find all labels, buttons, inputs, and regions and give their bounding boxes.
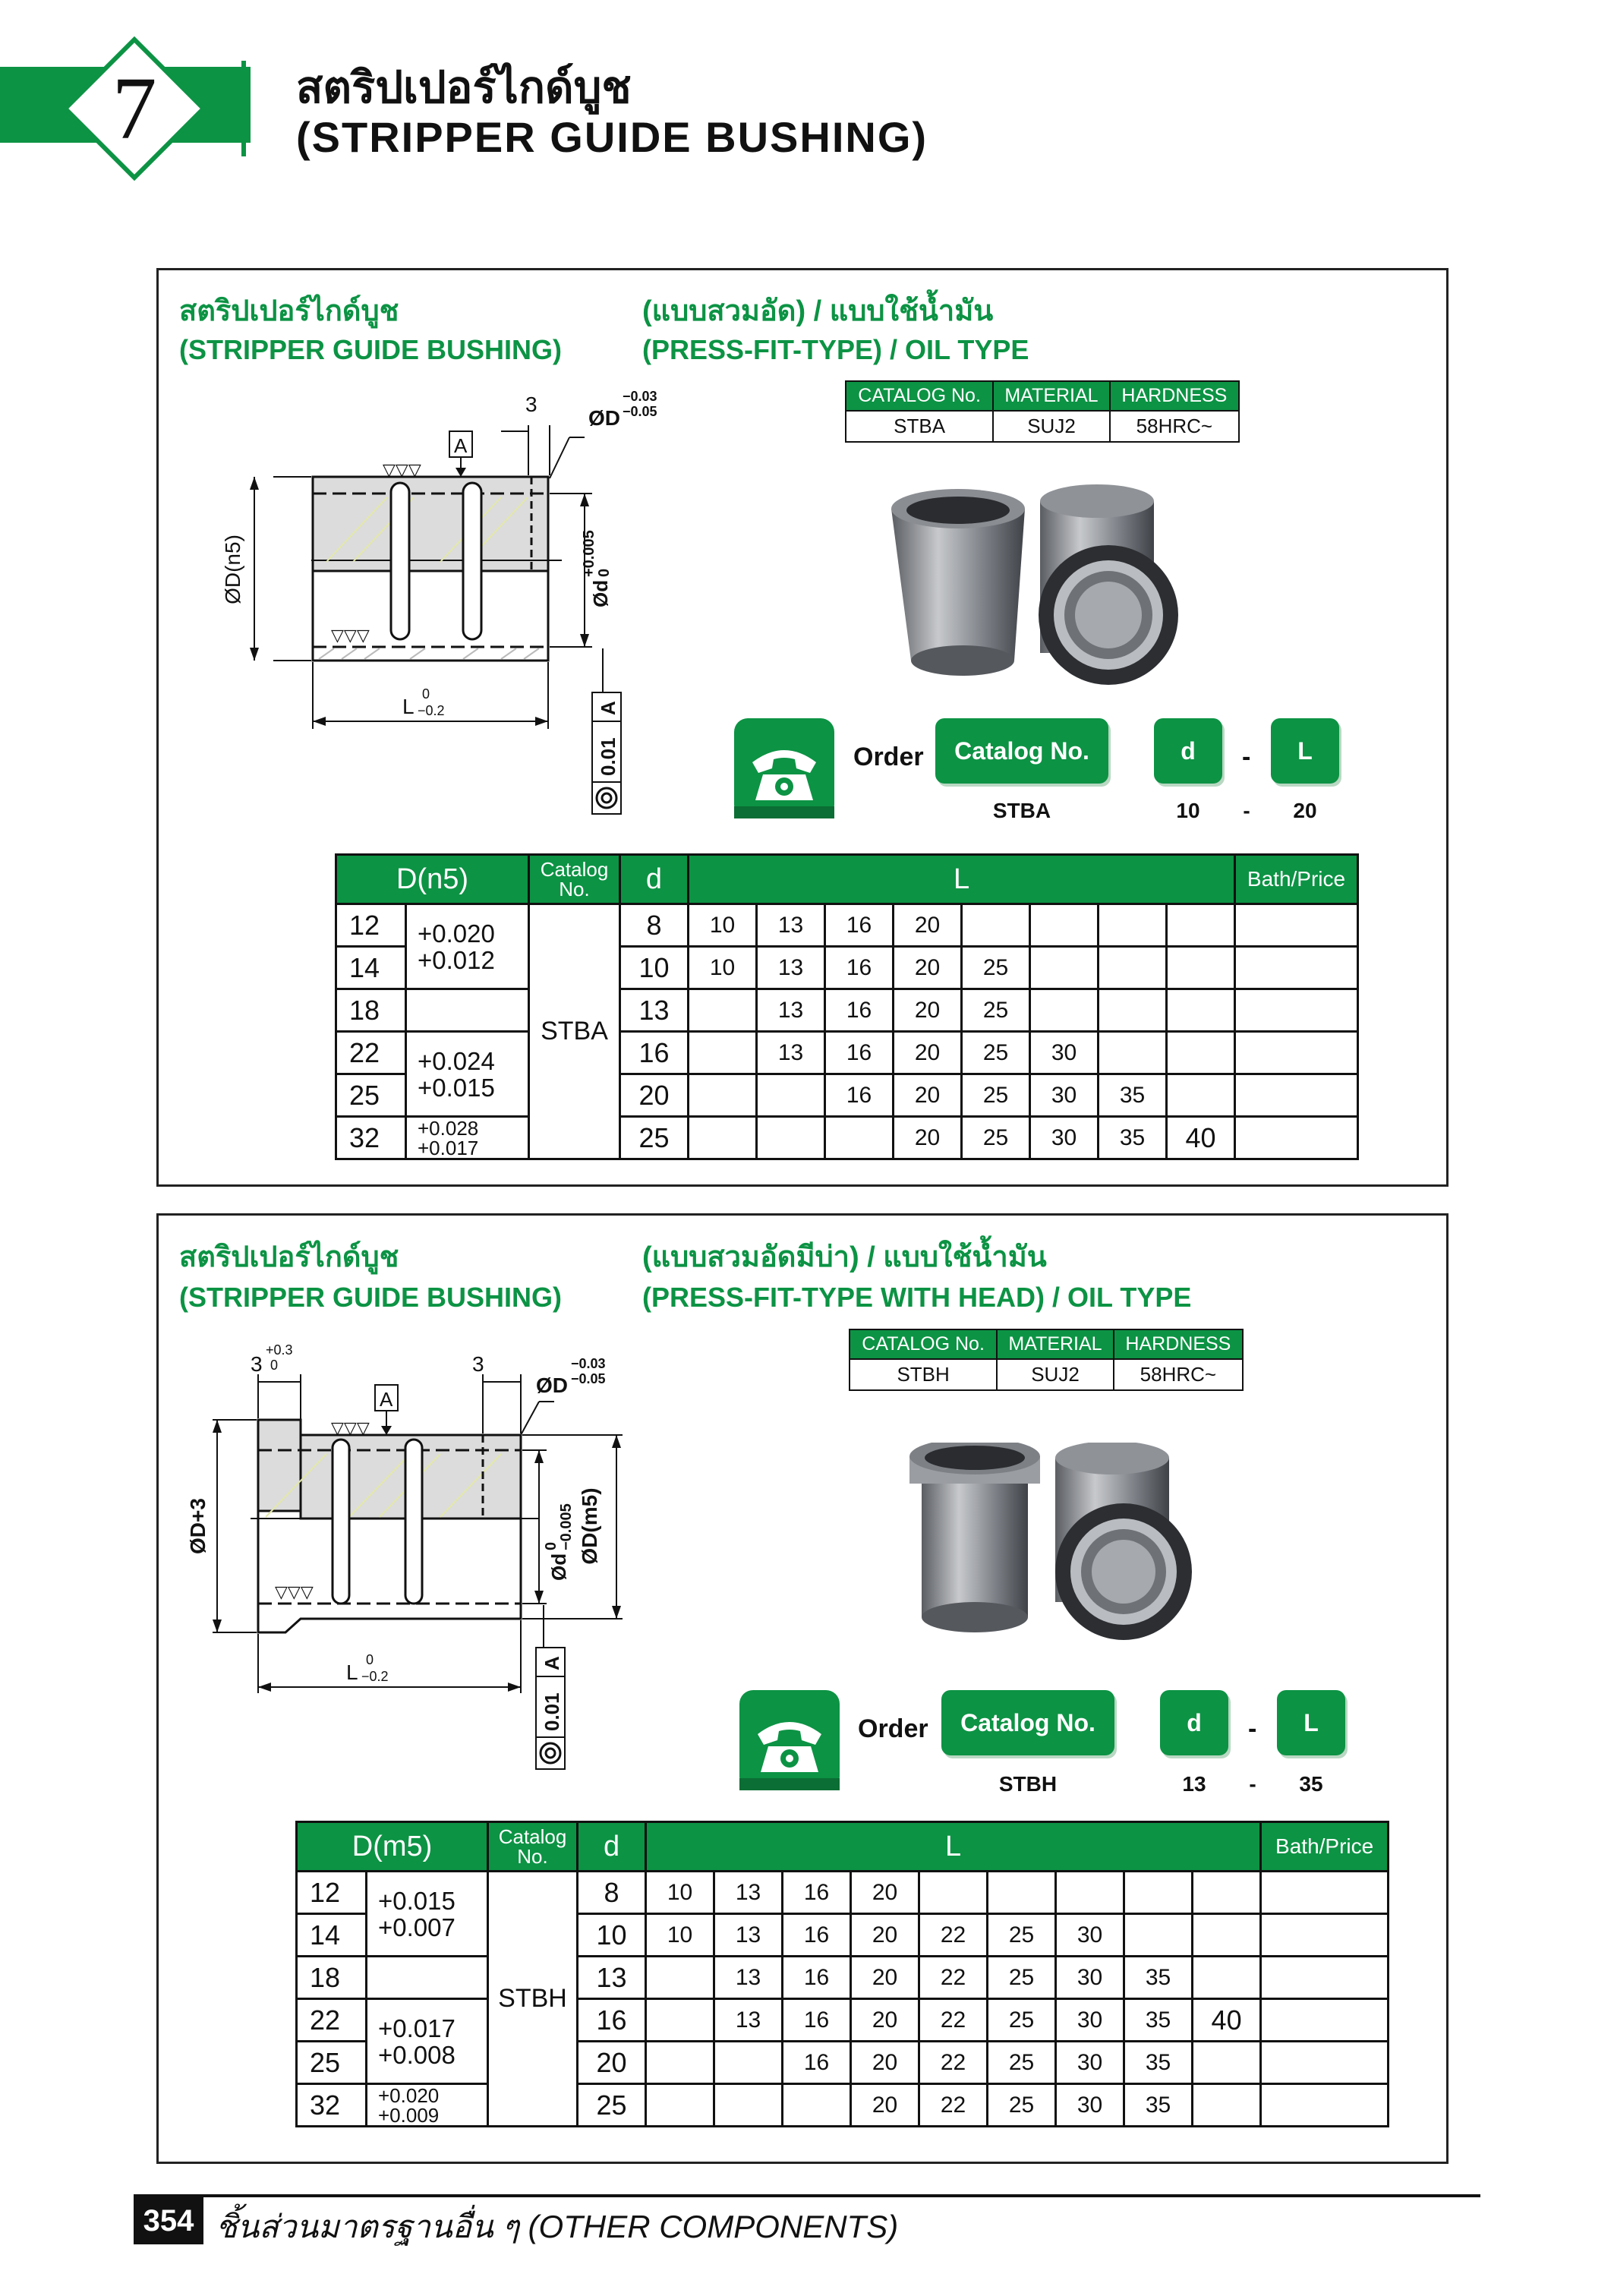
L-cell: 35 bbox=[1124, 1999, 1193, 2042]
L-cell bbox=[689, 989, 757, 1032]
L-cell bbox=[1167, 1032, 1235, 1074]
header-d: d bbox=[620, 855, 689, 904]
L-cell bbox=[1056, 1872, 1124, 1914]
L-cell: 13 bbox=[757, 904, 825, 947]
catalog-no-button[interactable]: Catalog No. bbox=[935, 718, 1108, 784]
label-roughness-bottom: ▽▽▽ bbox=[331, 626, 370, 645]
D-value: 32 bbox=[336, 1117, 406, 1159]
label-dia-d: Ød bbox=[589, 579, 612, 607]
order-example-dash: - bbox=[1249, 1772, 1256, 1796]
catalog-no: STBA bbox=[529, 904, 620, 1159]
order-example-d: 10 bbox=[1176, 799, 1200, 822]
L-cell: 16 bbox=[783, 1957, 851, 1999]
d-value: 16 bbox=[620, 1032, 689, 1074]
L-cell: 16 bbox=[825, 1074, 894, 1117]
L-cell bbox=[646, 1957, 714, 1999]
L-cell bbox=[1124, 1872, 1193, 1914]
price-cell bbox=[1261, 1957, 1389, 1999]
L-cell: 30 bbox=[1056, 2042, 1124, 2084]
label-roughness-bottom: ▽▽▽ bbox=[275, 1582, 314, 1601]
spec-header-hardness: HARDNESS bbox=[1114, 1329, 1243, 1359]
L-cell bbox=[714, 2042, 783, 2084]
section1-title-en: (STRIPPER GUIDE BUSHING) bbox=[179, 334, 563, 365]
label-length: L bbox=[402, 695, 415, 718]
phone-icon bbox=[731, 715, 839, 823]
L-cell: 40 bbox=[1193, 1999, 1261, 2042]
label-dia-d: Ød bbox=[547, 1553, 570, 1581]
label-head-tol-lower: 0 bbox=[270, 1358, 279, 1373]
tolerance: +0.015 +0.007 bbox=[367, 1872, 488, 1957]
spec-catalog: STBH bbox=[850, 1359, 997, 1390]
tolerance: +0.028 +0.017 bbox=[406, 1117, 529, 1159]
header-L: L bbox=[689, 855, 1235, 904]
L-cell bbox=[1030, 989, 1099, 1032]
L-cell: 35 bbox=[1099, 1117, 1167, 1159]
D-value: 22 bbox=[336, 1032, 406, 1074]
label-concentricity-tol: 0.01 bbox=[541, 1692, 563, 1731]
label-length-tol-lower: −0.2 bbox=[418, 703, 445, 718]
L-cell bbox=[1193, 1957, 1261, 1999]
D-value: 25 bbox=[297, 2042, 367, 2084]
L-cell: 25 bbox=[988, 2084, 1056, 2127]
footer-rule bbox=[134, 2194, 1480, 2197]
table-row bbox=[297, 1957, 1389, 1999]
table-row bbox=[297, 2084, 1389, 2127]
d-value: 8 bbox=[578, 1872, 646, 1914]
L-cell: 30 bbox=[1056, 1957, 1124, 1999]
label-dia-D-m5: ØD(m5) bbox=[578, 1487, 601, 1565]
order-example-catalog: STBH bbox=[998, 1772, 1058, 1796]
L-cell bbox=[783, 2084, 851, 2127]
section2-title-th: สตริปเปอร์ไกด์บูช bbox=[179, 1241, 399, 1273]
L-cell: 16 bbox=[825, 947, 894, 989]
L-cell bbox=[1099, 1032, 1167, 1074]
label-roughness-top: ▽▽▽ bbox=[383, 460, 421, 479]
L-cell: 22 bbox=[919, 2084, 988, 2127]
L-cell: 40 bbox=[1167, 1117, 1235, 1159]
L-cell: 16 bbox=[825, 1032, 894, 1074]
L-cell: 35 bbox=[1124, 2084, 1193, 2127]
phone-icon bbox=[736, 1687, 844, 1795]
tolerance: +0.020 +0.012 bbox=[406, 904, 529, 989]
L-cell: 25 bbox=[988, 1957, 1056, 1999]
chapter-number: 7 bbox=[112, 58, 157, 158]
l-button[interactable]: L bbox=[1277, 1690, 1345, 1755]
section2-technical-drawing bbox=[182, 1336, 668, 1792]
header-d: d bbox=[578, 1822, 646, 1872]
tolerance: +0.017 +0.008 bbox=[367, 1999, 488, 2084]
L-cell: 13 bbox=[714, 1872, 783, 1914]
header-L: L bbox=[646, 1822, 1261, 1872]
L-cell bbox=[1167, 1074, 1235, 1117]
label-head-tol-upper: +0.3 bbox=[266, 1342, 293, 1358]
label-dia-D-tol-upper: −0.03 bbox=[571, 1356, 606, 1371]
spec-header-catalog: CATALOG No. bbox=[850, 1329, 997, 1359]
L-cell: 20 bbox=[894, 947, 962, 989]
L-cell bbox=[646, 1999, 714, 2042]
L-cell: 10 bbox=[689, 947, 757, 989]
spec-header-material: MATERIAL bbox=[993, 381, 1110, 411]
price-cell bbox=[1235, 947, 1358, 989]
header-price: Bath/Price bbox=[1235, 855, 1358, 904]
L-cell bbox=[646, 2042, 714, 2084]
label-dim-3: 3 bbox=[472, 1352, 484, 1376]
table-row bbox=[297, 1872, 1389, 1914]
L-cell: 25 bbox=[962, 1074, 1030, 1117]
d-value: 20 bbox=[578, 2042, 646, 2084]
header-divider bbox=[241, 61, 246, 156]
L-cell bbox=[1099, 947, 1167, 989]
label-dia-D-tol-lower: −0.05 bbox=[623, 404, 657, 419]
table-row bbox=[336, 904, 1358, 947]
d-value: 13 bbox=[578, 1957, 646, 1999]
L-cell: 22 bbox=[919, 1914, 988, 1957]
spec-hardness: 58HRC~ bbox=[1114, 1359, 1243, 1390]
L-cell: 10 bbox=[646, 1872, 714, 1914]
bushing-section-upper bbox=[313, 477, 548, 571]
order-label: Order bbox=[853, 743, 924, 771]
label-dia-d-tol-lower: 0 bbox=[596, 568, 613, 577]
table-row bbox=[336, 989, 1358, 1032]
L-cell bbox=[1193, 1914, 1261, 1957]
L-cell: 35 bbox=[1124, 2042, 1193, 2084]
L-cell: 13 bbox=[714, 1999, 783, 2042]
d-value: 10 bbox=[578, 1914, 646, 1957]
page-number: 354 bbox=[134, 2197, 203, 2244]
tolerance-empty bbox=[367, 1957, 488, 1999]
D-value: 14 bbox=[336, 947, 406, 989]
L-cell: 16 bbox=[825, 989, 894, 1032]
label-dia-D-tol-upper: −0.03 bbox=[623, 389, 657, 404]
label-concentricity-datum: A bbox=[597, 701, 619, 715]
L-cell bbox=[962, 904, 1030, 947]
order-example-catalog: STBA bbox=[992, 799, 1051, 822]
label-concentricity-tol: 0.01 bbox=[597, 737, 619, 776]
price-cell bbox=[1261, 2084, 1389, 2127]
header-price: Bath/Price bbox=[1261, 1822, 1389, 1872]
L-cell bbox=[689, 1117, 757, 1159]
D-value: 25 bbox=[336, 1074, 406, 1117]
section2-spec-table bbox=[849, 1329, 1244, 1391]
L-cell: 30 bbox=[1056, 1914, 1124, 1957]
d-value: 13 bbox=[620, 989, 689, 1032]
price-cell bbox=[1235, 1032, 1358, 1074]
D-value: 12 bbox=[336, 904, 406, 947]
L-cell: 22 bbox=[919, 1957, 988, 1999]
price-cell bbox=[1261, 2042, 1389, 2084]
label-dia-D-tol-lower: −0.05 bbox=[571, 1371, 606, 1386]
L-cell: 13 bbox=[714, 1957, 783, 1999]
L-cell: 13 bbox=[714, 1914, 783, 1957]
L-cell bbox=[1167, 989, 1235, 1032]
header-catalog: Catalog No. bbox=[488, 1822, 578, 1872]
order-example-d: 13 bbox=[1182, 1772, 1206, 1796]
table-row bbox=[336, 1032, 1358, 1074]
price-cell bbox=[1261, 1872, 1389, 1914]
order-example-dash: - bbox=[1243, 799, 1250, 822]
price-cell bbox=[1235, 1074, 1358, 1117]
L-cell bbox=[757, 1074, 825, 1117]
L-cell: 16 bbox=[783, 2042, 851, 2084]
L-cell: 20 bbox=[851, 1914, 919, 1957]
page-title-en: (STRIPPER GUIDE BUSHING) bbox=[296, 113, 928, 161]
order-label: Order bbox=[858, 1714, 928, 1743]
L-cell: 20 bbox=[851, 2084, 919, 2127]
order-example-l: 35 bbox=[1299, 1772, 1323, 1796]
L-cell bbox=[1124, 1914, 1193, 1957]
L-cell: 20 bbox=[894, 904, 962, 947]
L-cell bbox=[988, 1872, 1056, 1914]
price-cell bbox=[1235, 904, 1358, 947]
header-D: D(n5) bbox=[336, 855, 529, 904]
label-length-tol-upper: 0 bbox=[366, 1652, 374, 1667]
d-value: 16 bbox=[578, 1999, 646, 2042]
L-cell bbox=[1167, 904, 1235, 947]
spec-hardness: 58HRC~ bbox=[1110, 411, 1239, 442]
L-cell: 25 bbox=[962, 1117, 1030, 1159]
L-cell: 25 bbox=[962, 947, 1030, 989]
L-cell: 30 bbox=[1056, 1999, 1124, 2042]
L-cell: 13 bbox=[757, 1032, 825, 1074]
L-cell bbox=[1193, 1872, 1261, 1914]
L-cell: 20 bbox=[851, 2042, 919, 2084]
order-example-l: 20 bbox=[1293, 799, 1317, 822]
d-value: 10 bbox=[620, 947, 689, 989]
page-title-th: สตริปเปอร์ไกด์บูช bbox=[296, 63, 632, 112]
L-cell: 22 bbox=[919, 1999, 988, 2042]
L-cell bbox=[689, 1074, 757, 1117]
section1-technical-drawing bbox=[213, 380, 683, 828]
label-dia-head: ØD+3 bbox=[186, 1498, 210, 1554]
price-cell bbox=[1235, 1117, 1358, 1159]
L-cell: 20 bbox=[894, 1117, 962, 1159]
label-length: L bbox=[346, 1660, 358, 1684]
L-cell: 35 bbox=[1099, 1074, 1167, 1117]
L-cell: 25 bbox=[962, 989, 1030, 1032]
label-dim-3: 3 bbox=[525, 393, 537, 416]
D-value: 14 bbox=[297, 1914, 367, 1957]
L-cell bbox=[1099, 989, 1167, 1032]
section2-size-table bbox=[295, 1821, 1389, 2127]
spec-catalog: STBA bbox=[846, 411, 993, 442]
label-length-tol-lower: −0.2 bbox=[361, 1669, 389, 1684]
section1-spec-table bbox=[845, 380, 1240, 443]
L-cell: 25 bbox=[962, 1032, 1030, 1074]
d-button[interactable]: d bbox=[1154, 718, 1222, 784]
spec-header-material: MATERIAL bbox=[997, 1329, 1114, 1359]
L-cell: 25 bbox=[988, 1999, 1056, 2042]
L-cell bbox=[714, 2084, 783, 2127]
D-value: 32 bbox=[297, 2084, 367, 2127]
d-button[interactable]: d bbox=[1160, 1690, 1228, 1755]
label-head-3: 3 bbox=[251, 1352, 263, 1376]
price-cell bbox=[1261, 1914, 1389, 1957]
d-value: 25 bbox=[578, 2084, 646, 2127]
order-dash: - bbox=[1248, 1714, 1257, 1743]
catalog-no: STBH bbox=[488, 1872, 578, 2127]
L-cell: 30 bbox=[1030, 1117, 1099, 1159]
label-dia-d-tol-upper: +0.005 bbox=[581, 530, 597, 577]
section2-type-en: (PRESS-FIT-TYPE WITH HEAD) / OIL TYPE bbox=[642, 1282, 1192, 1313]
section1-type-th: (แบบสวมอัด) / แบบใช้น้ำมัน bbox=[642, 295, 994, 327]
label-length-tol-upper: 0 bbox=[422, 686, 430, 702]
L-cell: 10 bbox=[646, 1914, 714, 1957]
D-value: 18 bbox=[336, 989, 406, 1032]
L-cell: 20 bbox=[851, 1872, 919, 1914]
table-row bbox=[336, 1117, 1358, 1159]
D-value: 12 bbox=[297, 1872, 367, 1914]
spec-header-catalog: CATALOG No. bbox=[846, 381, 993, 411]
L-cell bbox=[689, 1032, 757, 1074]
L-cell: 25 bbox=[988, 2042, 1056, 2084]
section2-title-en: (STRIPPER GUIDE BUSHING) bbox=[179, 1282, 563, 1313]
L-cell bbox=[1030, 947, 1099, 989]
tolerance: +0.020 +0.009 bbox=[367, 2084, 488, 2127]
header-catalog: Catalog No. bbox=[529, 855, 620, 904]
L-cell: 13 bbox=[757, 989, 825, 1032]
label-dia-d-tol-lower: −0.005 bbox=[558, 1503, 575, 1550]
table-row bbox=[297, 1999, 1389, 2042]
L-cell bbox=[1167, 947, 1235, 989]
D-value: 22 bbox=[297, 1999, 367, 2042]
L-cell: 20 bbox=[894, 1074, 962, 1117]
tolerance: +0.024 +0.015 bbox=[406, 1032, 529, 1117]
L-cell: 30 bbox=[1056, 2084, 1124, 2127]
L-cell: 20 bbox=[851, 1957, 919, 1999]
section1-title-th: สตริปเปอร์ไกด์บูช bbox=[179, 295, 399, 327]
label-dia-D: ØD bbox=[536, 1374, 568, 1397]
label-roughness-top: ▽▽▽ bbox=[331, 1418, 370, 1437]
label-dia-d-tol-upper: 0 bbox=[543, 1541, 560, 1550]
L-cell bbox=[1030, 904, 1099, 947]
L-cell: 22 bbox=[919, 2042, 988, 2084]
spec-header-hardness: HARDNESS bbox=[1110, 381, 1239, 411]
section2-type-th: (แบบสวมอัดมีบ่า) / แบบใช้น้ำมัน bbox=[642, 1241, 1047, 1273]
section1-product-photo bbox=[881, 478, 1199, 691]
label-concentricity-datum: A bbox=[541, 1656, 563, 1670]
label-datum: A bbox=[454, 434, 468, 457]
label-dia-D: ØD bbox=[588, 406, 620, 430]
section1-type-en: (PRESS-FIT-TYPE) / OIL TYPE bbox=[642, 334, 1029, 365]
L-cell: 30 bbox=[1030, 1032, 1099, 1074]
L-cell bbox=[1099, 904, 1167, 947]
L-cell bbox=[1193, 2084, 1261, 2127]
header-D: D(m5) bbox=[297, 1822, 488, 1872]
tolerance-empty bbox=[406, 989, 529, 1032]
L-cell bbox=[825, 1117, 894, 1159]
L-cell: 13 bbox=[757, 947, 825, 989]
L-cell: 30 bbox=[1030, 1074, 1099, 1117]
price-cell bbox=[1235, 989, 1358, 1032]
order-dash: - bbox=[1242, 743, 1251, 771]
L-cell bbox=[919, 1872, 988, 1914]
l-button[interactable]: L bbox=[1271, 718, 1339, 784]
spec-material: SUJ2 bbox=[993, 411, 1110, 442]
d-value: 25 bbox=[620, 1117, 689, 1159]
catalog-no-button[interactable]: Catalog No. bbox=[941, 1690, 1114, 1755]
section2-product-photo bbox=[903, 1443, 1207, 1648]
L-cell bbox=[757, 1117, 825, 1159]
L-cell: 35 bbox=[1124, 1957, 1193, 1999]
L-cell bbox=[646, 2084, 714, 2127]
L-cell: 20 bbox=[894, 1032, 962, 1074]
D-value: 18 bbox=[297, 1957, 367, 1999]
L-cell: 10 bbox=[689, 904, 757, 947]
L-cell: 20 bbox=[894, 989, 962, 1032]
L-cell: 16 bbox=[783, 1914, 851, 1957]
label-dia-D-n5: ØD(n5) bbox=[221, 535, 244, 604]
L-cell: 16 bbox=[783, 1999, 851, 2042]
L-cell: 25 bbox=[988, 1914, 1056, 1957]
price-cell bbox=[1261, 1999, 1389, 2042]
L-cell: 20 bbox=[851, 1999, 919, 2042]
d-value: 8 bbox=[620, 904, 689, 947]
L-cell: 16 bbox=[825, 904, 894, 947]
section1-size-table bbox=[335, 853, 1359, 1160]
d-value: 20 bbox=[620, 1074, 689, 1117]
label-datum: A bbox=[380, 1388, 393, 1411]
L-cell: 16 bbox=[783, 1872, 851, 1914]
footer-text: ชิ้นส่วนมาตรฐานอื่น ๆ (OTHER COMPONENTS) bbox=[216, 2209, 899, 2244]
L-cell bbox=[1193, 2042, 1261, 2084]
spec-material: SUJ2 bbox=[997, 1359, 1114, 1390]
